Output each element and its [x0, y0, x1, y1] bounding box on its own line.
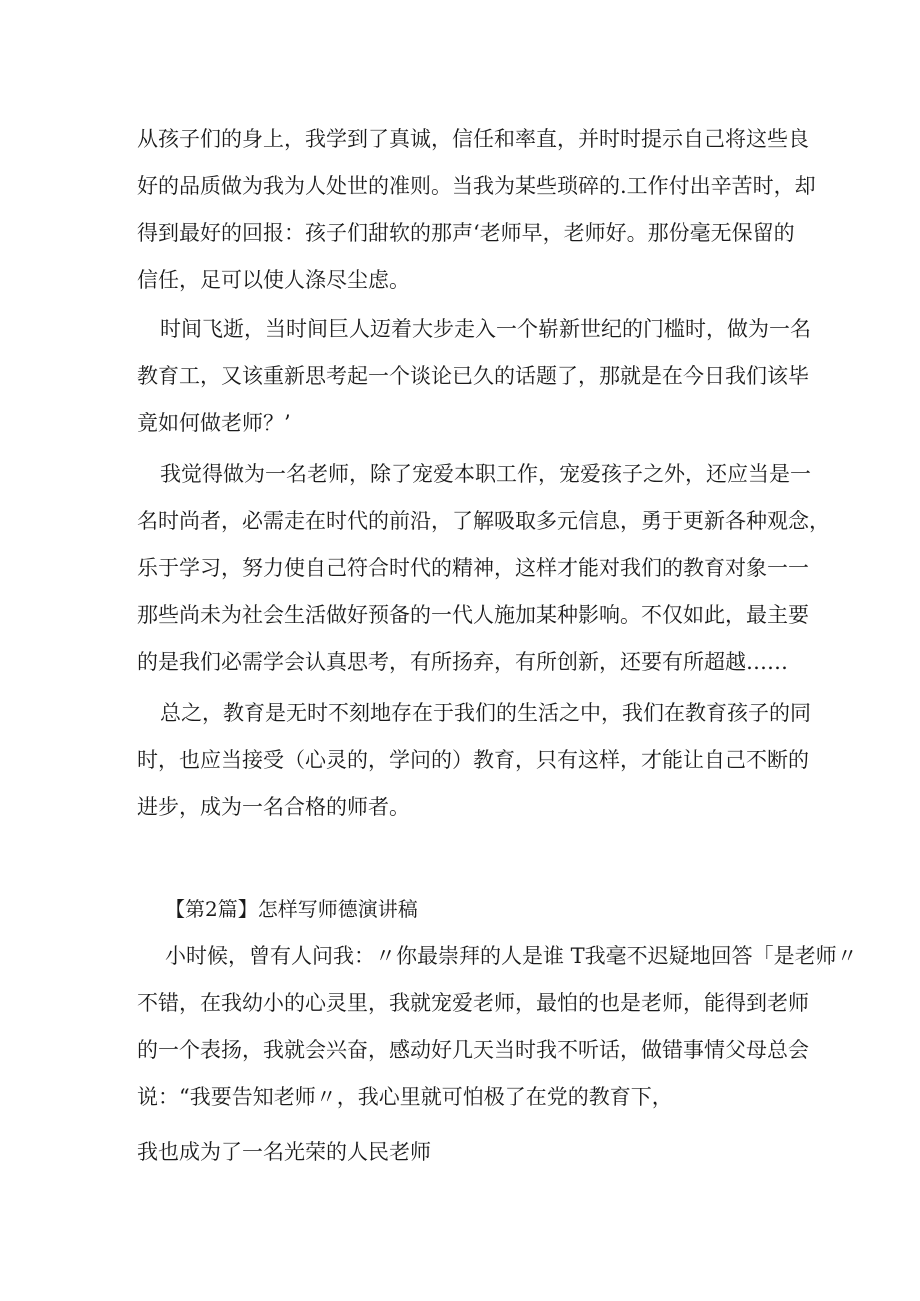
paragraph-5-line-4: 说：“我要告知老师〃，我心里就可怕极了在党的教育下，	[137, 1085, 673, 1109]
paragraph-3-line-4: 那些尚未为社会生活做好预备的一代人施加某种影响。不仅如此，最主要	[137, 603, 809, 627]
paragraph-4-line-1: 总之，教育是无时不刻地存在于我们的生活之中，我们在教育孩子的同	[160, 701, 811, 725]
paragraph-2-line-1: 时间飞逝，当时间巨人迈着大步走入一个崭新世纪的门槛时，做为一名	[160, 317, 811, 341]
paragraph-3-line-5: 的是我们必需学会认真思考，有所扬弃，有所创新，还要有所超越……	[137, 650, 788, 674]
paragraph-1-line-3: 得到最好的回报：孩子们甜软的那声‘老师早，老师好。那份毫无保留的	[137, 221, 795, 245]
paragraph-1-line-1: 从孩子们的身上，我学到了真诚，信任和率直，并时时提示自己将这些良	[137, 127, 809, 151]
paragraph-2-line-2: 教育工，又该重新思考起一个谈论已久的话题了，那就是在今日我们该毕	[137, 364, 809, 388]
paragraph-3-line-3: 乐于学习，努力使自己符合时代的精神，这样才能对我们的教育对象一一	[137, 556, 809, 580]
paragraph-4-line-3: 进步，成为一名合格的师者。	[137, 795, 410, 819]
paragraph-5-line-2: 不错，在我幼小的心灵里，我就宠爱老师，最怕的也是老师，能得到老师	[137, 991, 809, 1015]
paragraph-1-line-2: 好的品质做为我为人处世的准则。当我为某些琐碎的.工作付出辛苦时，却	[137, 174, 816, 198]
paragraph-3-line-1: 我觉得做为一名老师，除了宠爱本职工作，宠爱孩子之外，还应当是一	[160, 462, 811, 486]
paragraph-5-line-1: 小时候，曾有人问我：〃你最崇拜的人是谁 T我毫不迟疑地回答「是老师〃	[165, 944, 858, 968]
paragraph-5-line-3: 的一个表扬，我就会兴奋，感动好几天当时我不听话，做错事情父母总会	[137, 1038, 809, 1062]
paragraph-3-line-2: 名时尚者，必需走在时代的前沿，了解吸取多元信息，勇于更新各种观念，	[137, 509, 830, 533]
paragraph-6-line-1: 我也成为了一名光荣的人民老师	[137, 1140, 431, 1164]
paragraph-2-line-3: 竟如何做老师？’	[137, 411, 291, 435]
paragraph-1-line-4: 信任，足可以使人涤尽尘虑。	[137, 268, 410, 292]
section-title: 【第2篇】怎样写师德演讲稿	[165, 897, 418, 921]
paragraph-4-line-2: 时，也应当接受（心灵的，学问的）教育，只有这样，才能让自己不断的	[137, 748, 809, 772]
